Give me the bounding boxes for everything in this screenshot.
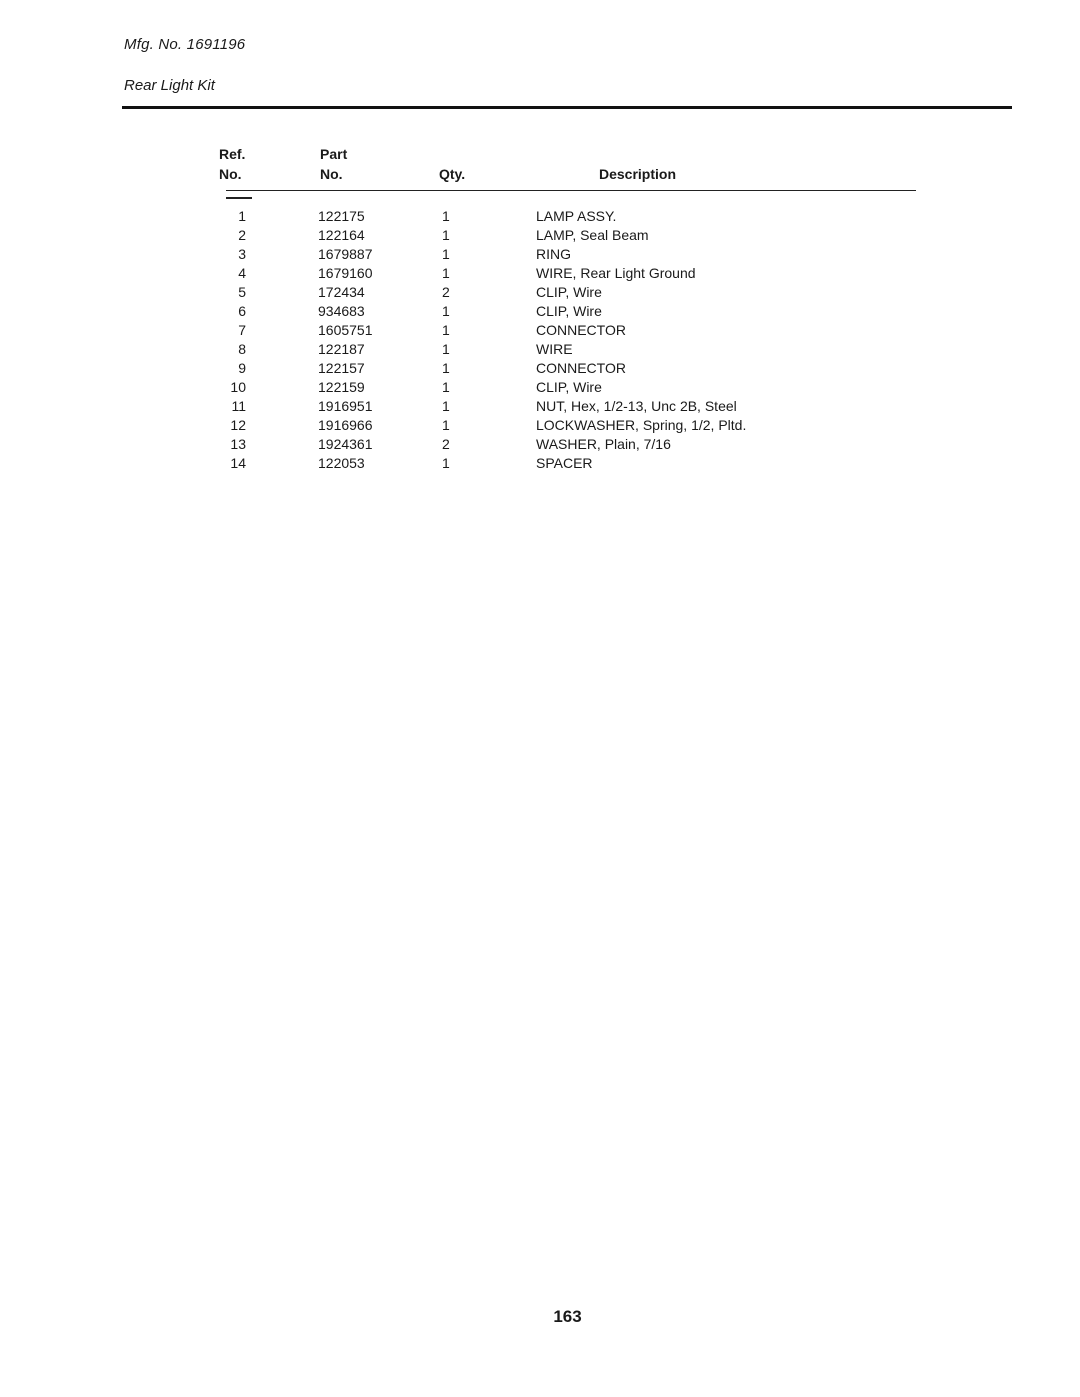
table-row	[0, 416, 1080, 435]
qty-cell: 1	[442, 227, 450, 243]
ref-cell: 9	[238, 360, 246, 376]
ref-cell: 13	[230, 436, 246, 452]
part-no-cell: 1924361	[318, 436, 373, 452]
ref-cell: 14	[230, 455, 246, 471]
table-row	[0, 435, 1080, 454]
description-cell: CLIP, Wire	[536, 284, 602, 300]
part-no-cell: 172434	[318, 284, 365, 300]
table-row	[0, 264, 1080, 283]
ref-cell: 12	[230, 417, 246, 433]
ref-cell: 2	[238, 227, 246, 243]
col-header-ref	[219, 144, 245, 184]
col-header-ref-line1: Ref.	[219, 146, 246, 162]
qty-cell: 1	[442, 455, 450, 471]
ref-cell: 11	[231, 398, 246, 414]
ref-cell: 4	[238, 265, 246, 281]
part-no-cell: 1916951	[318, 398, 373, 414]
table-row	[0, 340, 1080, 359]
part-no-cell: 122159	[318, 379, 365, 395]
mfg-number: Mfg. No. 1691196	[124, 36, 246, 53]
part-no-cell: 122175	[318, 208, 365, 224]
qty-cell: 1	[442, 208, 450, 224]
description-cell: WASHER, Plain, 7/16	[536, 436, 671, 452]
qty-cell: 1	[442, 341, 450, 357]
qty-cell: 1	[442, 246, 450, 262]
qty-cell: 2	[442, 436, 450, 452]
ref-cell: 6	[238, 303, 246, 319]
qty-cell: 1	[442, 322, 450, 338]
parts-table	[0, 207, 1080, 473]
table-row	[0, 207, 1080, 226]
qty-cell: 1	[442, 265, 450, 281]
table-row	[0, 359, 1080, 378]
description-cell: CLIP, Wire	[536, 303, 602, 319]
table-header-rule	[226, 190, 916, 191]
description-cell: WIRE	[536, 341, 573, 357]
table-row	[0, 245, 1080, 264]
part-no-cell: 122157	[318, 360, 365, 376]
description-cell: SPACER	[536, 455, 593, 471]
part-no-cell: 1679160	[318, 265, 373, 281]
col-header-description: Description	[599, 166, 677, 182]
ref-cell: 8	[238, 341, 246, 357]
part-no-cell: 122053	[318, 455, 365, 471]
description-cell: LOCKWASHER, Spring, 1/2, Pltd.	[536, 417, 747, 433]
table-row	[0, 226, 1080, 245]
col-header-part-line1: Part	[320, 146, 348, 162]
table-row	[0, 378, 1080, 397]
qty-cell: 1	[442, 303, 450, 319]
table-row	[0, 454, 1080, 473]
table-row	[0, 397, 1080, 416]
qty-cell: 1	[442, 360, 450, 376]
description-cell: CLIP, Wire	[536, 379, 602, 395]
table-row	[0, 321, 1080, 340]
page-number: 163	[553, 1307, 582, 1326]
part-no-cell: 1679887	[318, 246, 373, 262]
ref-cell: 10	[230, 379, 246, 395]
part-no-cell: 1605751	[318, 322, 373, 338]
col-header-qty: Qty.	[439, 166, 466, 182]
kit-title: Rear Light Kit	[124, 77, 215, 94]
part-no-cell: 1916966	[318, 417, 373, 433]
qty-cell: 1	[442, 398, 450, 414]
table-row	[0, 283, 1080, 302]
part-no-cell: 122164	[318, 227, 365, 243]
ref-cell: 3	[238, 246, 246, 262]
qty-cell: 2	[442, 284, 450, 300]
ref-column-underline	[226, 197, 252, 199]
part-no-cell: 934683	[318, 303, 365, 319]
part-no-cell: 122187	[318, 341, 365, 357]
description-cell: LAMP, Seal Beam	[536, 227, 649, 243]
ref-cell: 7	[238, 322, 246, 338]
description-cell: RING	[536, 246, 571, 262]
ref-cell: 5	[238, 284, 246, 300]
description-cell: CONNECTOR	[536, 322, 626, 338]
header-rule	[122, 106, 1012, 109]
description-cell: LAMP ASSY.	[536, 208, 617, 224]
description-cell: WIRE, Rear Light Ground	[536, 265, 696, 281]
ref-cell: 1	[238, 208, 246, 224]
table-row	[0, 302, 1080, 321]
qty-cell: 1	[442, 417, 450, 433]
description-cell: NUT, Hex, 1/2-13, Unc 2B, Steel	[536, 398, 737, 414]
qty-cell: 1	[442, 379, 450, 395]
description-cell: CONNECTOR	[536, 360, 626, 376]
col-header-ref-line2: No.	[219, 166, 242, 182]
col-header-part-line2: No.	[320, 166, 343, 182]
col-header-part	[320, 144, 347, 184]
